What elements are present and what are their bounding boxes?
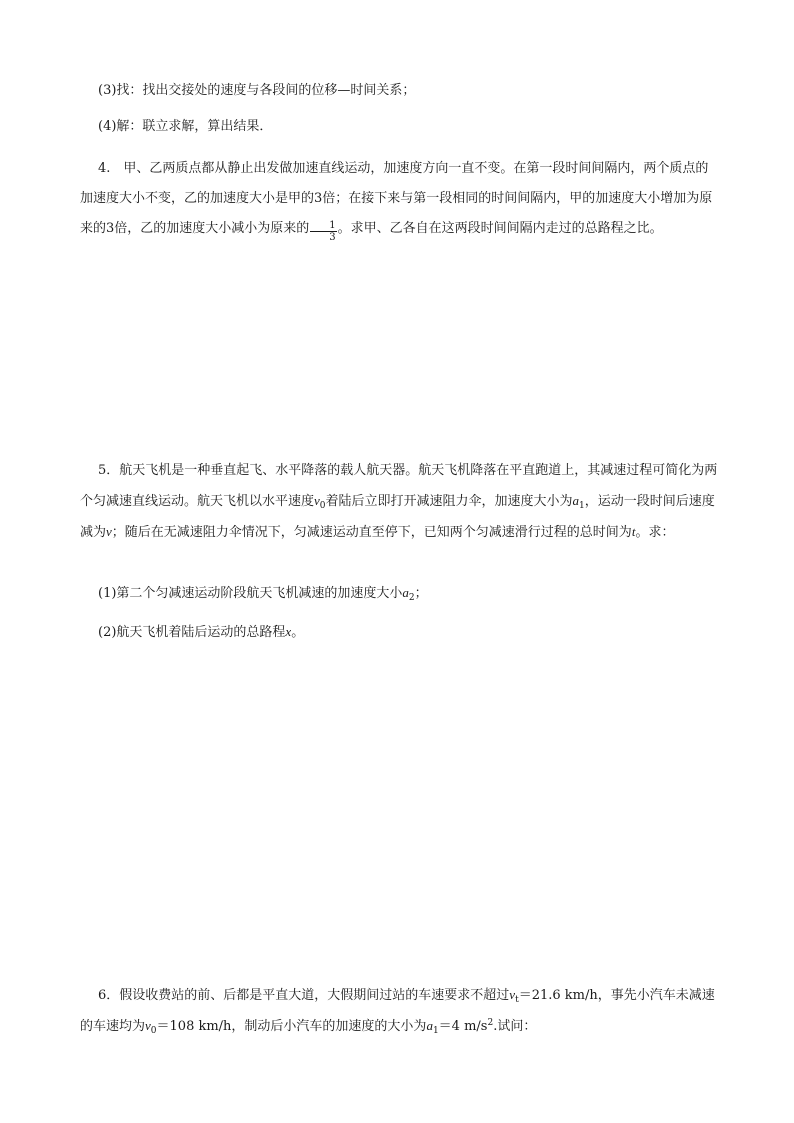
step-3-text: (3)找：找出交接处的速度与各段间的位移—时间关系； (98, 83, 416, 98)
step-4 (80, 112, 720, 142)
question-4-text-a: 4. 甲、乙两质点都从静止出发做加速直线运动，加速度方向一直不变。在第一段时间间隔内，两个质点的加速度大小不变，乙的加速度大小是甲的3倍；在接下来与第一段相同的时间间隔内，甲的加速度大小增加为原来的3倍，乙的加速度大小减小为原来的 (80, 161, 713, 236)
symbol-a1-q6: a (426, 1018, 433, 1033)
symbol-t: t (631, 524, 636, 539)
question-5-part-1-text: (1)第二个匀减速运动阶段航天飞机减速的加速度大小 (98, 586, 403, 601)
question-6 (80, 980, 720, 1042)
question-5 (80, 456, 720, 548)
question-6-text-3: ＝108 km/h，制动后小汽车的加速度的大小为 (156, 1019, 427, 1034)
question-6-text-5: .试问： (493, 1019, 537, 1034)
question-5-part-2 (80, 617, 720, 648)
symbol-v: v (106, 524, 112, 539)
fraction-numerator: 1 (310, 220, 336, 232)
symbol-x: x (285, 624, 292, 639)
symbol-vt-subscript: t (515, 995, 519, 1005)
question-5-part-2-text: (2)航天飞机着陆后运动的总路程 (98, 625, 286, 640)
symbol-v0: v (314, 493, 320, 508)
question-5-text-2: 着陆后立即打开减速阻力伞，加速度大小为 (325, 494, 573, 509)
fraction-denominator: 3 (329, 232, 336, 243)
question-6-text-4: ＝4 m/s (438, 1019, 488, 1034)
question-5-text-4: ；随后在无减速阻力伞情况下，匀减速运动直至停下，已知两个匀减速滑行过程的总时间为 (111, 525, 632, 540)
symbol-a1-q6-subscript: 1 (432, 1026, 439, 1036)
question-4-text-b: 。求甲、乙各自在这两段时间间隔内走过的总路程之比。 (337, 221, 663, 236)
unit-squared-superscript: 2 (487, 1018, 494, 1028)
symbol-a1-subscript: 1 (579, 501, 585, 511)
symbol-v0-q6-subscript: 0 (150, 1026, 157, 1036)
symbol-v0-q6: v (145, 1018, 151, 1033)
question-5-text-5: 。求： (635, 525, 675, 540)
question-6-text-2: ＝21.6 km/h，事先小汽车未减速的车速均为 (80, 988, 715, 1034)
step-4-text: (4)解：联立求解，算出结果． (98, 119, 273, 134)
step-3 (80, 76, 720, 106)
symbol-a2-subscript: 2 (408, 593, 415, 603)
symbol-a1: a (572, 493, 580, 508)
question-6-text-1: 6．假设收费站的前、后都是平直大道，大假期间过站的车速要求不超过 (98, 988, 510, 1003)
symbol-vt: v (509, 987, 516, 1002)
question-5-part-2-end: 。 (291, 625, 305, 640)
question-5-part-1-end: ； (414, 586, 428, 601)
question-5-part-1 (80, 578, 720, 609)
question-5-text-3: ，运动一段时间后速度减为 (80, 494, 715, 540)
question-4 (80, 154, 720, 244)
fraction-one-third (310, 220, 336, 243)
question-5-text-1: 5．航天飞机是一种垂直起飞、水平降落的载人航天器。航天飞机降落在平直跑道上，其减速过程可简化为两个匀减速直线运动。航天飞机以水平速度 (80, 463, 718, 509)
symbol-a2: a (402, 585, 409, 600)
symbol-v0-subscript: 0 (319, 501, 326, 511)
